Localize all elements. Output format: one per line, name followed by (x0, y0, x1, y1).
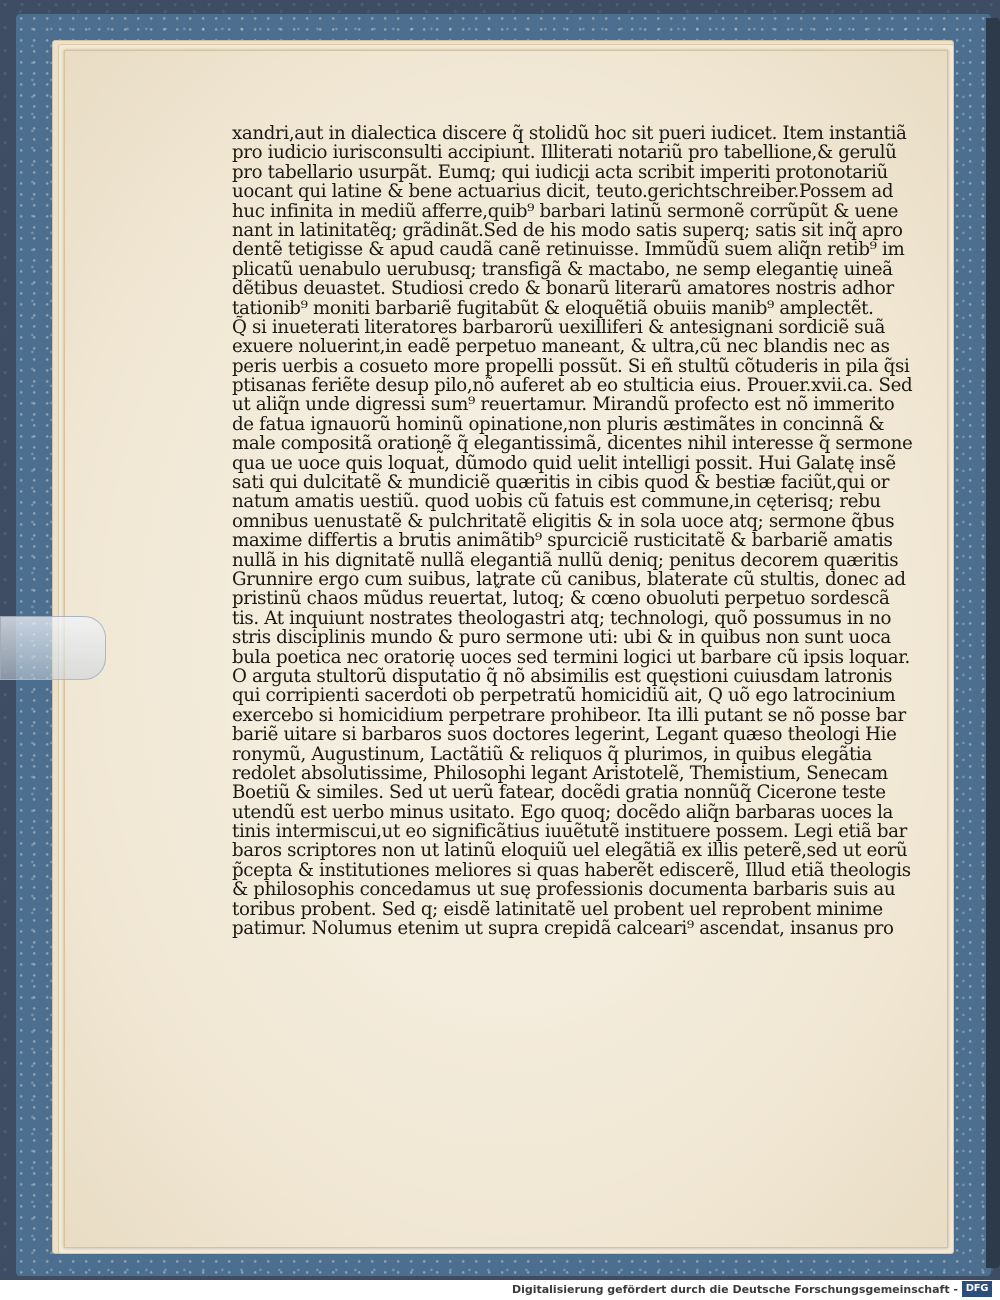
text-line: pro tabellario usurpãt. Eumq; qui iudicii acta scribit imperiti protonotariũ (232, 161, 888, 183)
text-line: ptisanas feriẽte desup pilo,nõ auferet ab eo stulticia eius. Prouer.xvii.ca. Sed (232, 375, 913, 397)
text-line: dentẽ tetigisse & apud caudã canẽ retinuisse. Immũdũ suem aliq̃n retib⁹ im (232, 239, 905, 261)
text-line: stris disciplinis mundo & puro sermone uti: ubi & in quibus non sunt uoca (232, 627, 891, 649)
text-line: O arguta stultorũ disputatio q̃ nõ absimilis est quęstioni cuiusdam latronis (232, 665, 893, 687)
text-line: p̃cepta & institutiones meliores si quas haberẽt ediscerẽ, Illud etiã theologis (232, 859, 911, 881)
text-line: Q̃ si inueterati literatores barbarorũ uexilliferi & antesignani sordiciẽ suã (232, 316, 886, 338)
digitization-credit: Digitalisierung gefördert durch die Deutsche Forschungsgemeinschaft - (511, 1283, 958, 1296)
text-line: redolet absolutissime, Philosophi legant Aristotelẽ, Themistium, Senecam (232, 762, 888, 784)
book-spine-edge (986, 18, 1000, 1268)
text-line: peris uerbis a cosueto more propelli possũt. Si eñ stultũ cõtuderis in pila q̃si (232, 355, 910, 377)
text-line: nant in latinitatẽq; grãdinãt.Sed de his modo satis superq; satis sit inq̃ apro (232, 219, 903, 241)
text-line: huc infinita in mediũ afferre,quib⁹ barbari latinũ sermonẽ corrũpũt & uene (232, 200, 899, 222)
text-line: Grunnire ergo cum suibus, latrate cũ canibus, blaterate cũ stultis, donec ad (232, 568, 906, 590)
text-line: utendũ est uerbo minus usitato. Ego quoq; docẽdo aliq̃n barbaras uoces la (232, 801, 894, 823)
text-line: plicatũ uenabulo uerubusq; transfigã & mactabo, ne semp elegantię uineã (232, 258, 893, 280)
text-line: baros scriptores non ut latinũ eloquiũ uel elegãtiã ex illis peterẽ,sed ut eorũ (232, 840, 908, 862)
text-line: tinis intermiscui,ut eo significãtius iuuẽtutẽ instituere possem. Legi etiã bar (232, 821, 907, 843)
text-line: & philosophis concedamus ut suę professionis documenta barbaris suis au (232, 879, 896, 901)
dfg-logo: DFG (962, 1281, 992, 1297)
text-line: pro iudicio iurisconsulti accipiunt. Illiterati notariũ pro tabellione,& gerulũ (232, 142, 897, 164)
text-line: toribus probent. Sed q; eisdẽ latinitatẽ uel probent uel reprobent minime (232, 898, 883, 920)
text-line: omnibus uenustatẽ & pulchritatẽ eligitis & in sola uoce atq; sermone q̃bus (232, 510, 895, 532)
text-line: qua ue uoce quis loquat̃, dũmodo quid uelit intelligi possit. Hui Galatę insẽ (232, 452, 896, 474)
text-line: nullã in his dignitatẽ nullã elegantiã nullũ deniq; penitus decorem quæritis (232, 549, 899, 571)
text-line: de fatua ignauorũ hominũ opinatione,non pluris æstimãtes in concinnã & (232, 413, 885, 435)
text-line: natum amatis uestiũ. quod uobis cũ fatuis est commune,in cęterisq; rebu (232, 491, 881, 513)
text-line: dẽtibus deuastet. Studiosi credo & bonarũ literarũ amatores nostris adhor (232, 278, 894, 300)
text-line: qui corripienti sacerdoti ob perpetratũ homicidiũ ait, Q uõ ego latrocinium (232, 685, 896, 707)
text-line: tationib⁹ moniti barbariẽ fugitabũt & eloquẽtiã obuiis manib⁹ amplectẽt. (232, 297, 874, 319)
page-clip-tab (0, 616, 106, 680)
page-text (232, 123, 913, 940)
text-line: bula poetica nec oratorię uoces sed termini logici ut barbare cũ ipsis loquar. (232, 646, 910, 668)
text-line: Boetiũ & similes. Sed ut uerũ fatear, docẽdi gratia nonnũq̃ Cicerone teste (232, 782, 886, 804)
text-line: ut aliq̃n unde digressi sum⁹ reuertamur. Mirandũ profecto est nõ immerito (232, 394, 895, 416)
text-line: bariẽ uitare si barbaros suos doctores legerint, Legant quæso theologi Hie (232, 724, 897, 746)
text-line: maxime differtis a brutis animãtib⁹ spurciciẽ rusticitatẽ & barbariẽ amatis (232, 530, 893, 552)
text-line: exuere noluerint,in eadẽ perpetuo maneant, & ultra,cũ nec blandis nec as (232, 336, 890, 358)
text-line: male compositã orationẽ q̃ elegantissimã, dicentes nihil interesse q̃ sermone (232, 433, 913, 455)
text-line: pristinũ chaos mũdus reuertat̃, lutoq; & cœno obuoluti perpetuo sordescã (232, 588, 890, 610)
text-line: tis. At inquiunt nostrates theologastri atq; technologi, quõ possumus in no (232, 607, 892, 629)
text-line: xandri,aut in dialectica discere q̃ stolidũ hoc sit pueri iudicet. Item instantiã (232, 123, 907, 144)
text-line: sati qui dulcitatẽ & mundiciẽ quæritis in cibis quod & bestiæ faciũt,qui or (232, 472, 890, 494)
text-line: uocant qui latine & bene actuarius dicit̃, teuto.gerichtschreiber.Possem ad (232, 181, 894, 203)
text-line: patimur. Nolumus etenim ut supra crepidã calceari⁹ ascendat, insanus pro (232, 918, 894, 940)
text-line: exercebo si homicidium perpetrare prohibeor. Ita illi putant se nõ posse bar (232, 704, 906, 726)
text-line: ronymũ, Augustinum, Lactãtiũ & reliquos q̃ plurimos, in quibus elegãtia (232, 743, 872, 765)
